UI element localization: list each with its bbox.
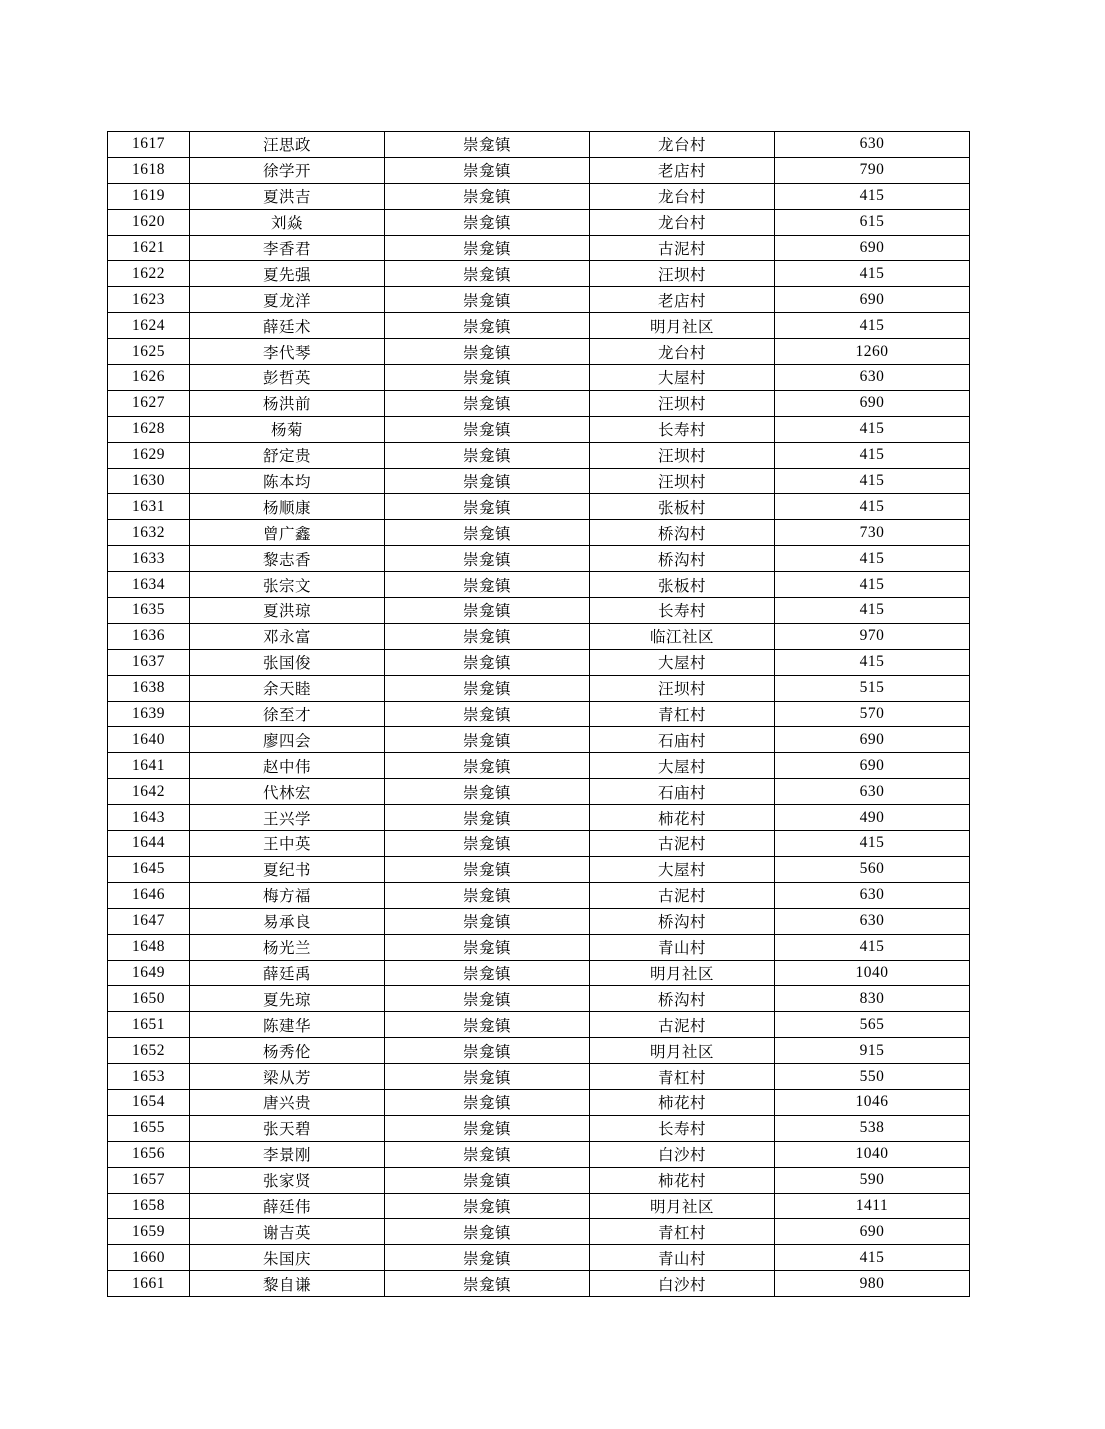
cell-amount: 415: [775, 442, 970, 468]
cell-village: 长寿村: [590, 416, 775, 442]
cell-amount: 415: [775, 649, 970, 675]
cell-row-id: 1655: [108, 1115, 190, 1141]
cell-row-id: 1647: [108, 908, 190, 934]
cell-village: 大屋村: [590, 753, 775, 779]
cell-row-id: 1618: [108, 157, 190, 183]
cell-amount: 630: [775, 908, 970, 934]
cell-amount: 1040: [775, 960, 970, 986]
roster-table: [107, 131, 970, 1297]
cell-town: 崇龛镇: [385, 494, 590, 520]
cell-village: 白沙村: [590, 1141, 775, 1167]
table-row: [108, 468, 970, 494]
cell-amount: 515: [775, 675, 970, 701]
table-row: [108, 287, 970, 313]
table-row: [108, 1219, 970, 1245]
cell-town: 崇龛镇: [385, 468, 590, 494]
cell-amount: 970: [775, 623, 970, 649]
cell-village: 青山村: [590, 1245, 775, 1271]
table-row: [108, 416, 970, 442]
cell-town: 崇龛镇: [385, 1038, 590, 1064]
cell-row-id: 1639: [108, 701, 190, 727]
cell-village: 桥沟村: [590, 986, 775, 1012]
cell-row-id: 1651: [108, 1012, 190, 1038]
table-row: [108, 675, 970, 701]
table-row: [108, 183, 970, 209]
cell-amount: 730: [775, 520, 970, 546]
cell-amount: 415: [775, 313, 970, 339]
cell-amount: 790: [775, 157, 970, 183]
cell-row-id: 1652: [108, 1038, 190, 1064]
cell-name: 黎志香: [190, 546, 385, 572]
cell-row-id: 1624: [108, 313, 190, 339]
cell-town: 崇龛镇: [385, 132, 590, 158]
cell-name: 梁从芳: [190, 1064, 385, 1090]
cell-name: 夏洪吉: [190, 183, 385, 209]
cell-village: 桥沟村: [590, 908, 775, 934]
cell-row-id: 1629: [108, 442, 190, 468]
cell-name: 刘焱: [190, 209, 385, 235]
cell-village: 龙台村: [590, 209, 775, 235]
table-row: [108, 598, 970, 624]
cell-town: 崇龛镇: [385, 831, 590, 857]
table-row: [108, 649, 970, 675]
table-row: [108, 805, 970, 831]
cell-amount: 415: [775, 598, 970, 624]
table-row: [108, 908, 970, 934]
cell-amount: 415: [775, 1245, 970, 1271]
cell-name: 李景刚: [190, 1141, 385, 1167]
cell-row-id: 1641: [108, 753, 190, 779]
cell-village: 老店村: [590, 157, 775, 183]
table-row: [108, 157, 970, 183]
cell-row-id: 1630: [108, 468, 190, 494]
cell-name: 李代琴: [190, 339, 385, 365]
cell-town: 崇龛镇: [385, 1167, 590, 1193]
table-row: [108, 934, 970, 960]
table-row: [108, 1012, 970, 1038]
cell-row-id: 1643: [108, 805, 190, 831]
cell-row-id: 1617: [108, 132, 190, 158]
cell-town: 崇龛镇: [385, 675, 590, 701]
cell-row-id: 1635: [108, 598, 190, 624]
cell-name: 杨光兰: [190, 934, 385, 960]
cell-name: 夏洪琼: [190, 598, 385, 624]
cell-amount: 590: [775, 1167, 970, 1193]
cell-amount: 560: [775, 856, 970, 882]
table-row: [108, 520, 970, 546]
cell-name: 李香君: [190, 235, 385, 261]
cell-amount: 570: [775, 701, 970, 727]
cell-amount: 690: [775, 235, 970, 261]
cell-row-id: 1649: [108, 960, 190, 986]
cell-town: 崇龛镇: [385, 1064, 590, 1090]
cell-amount: 415: [775, 572, 970, 598]
cell-village: 青杠村: [590, 701, 775, 727]
cell-row-id: 1654: [108, 1089, 190, 1115]
cell-row-id: 1656: [108, 1141, 190, 1167]
cell-name: 夏先强: [190, 261, 385, 287]
cell-name: 朱国庆: [190, 1245, 385, 1271]
table-row: [108, 727, 970, 753]
table-row: [108, 442, 970, 468]
cell-amount: 690: [775, 753, 970, 779]
cell-row-id: 1627: [108, 390, 190, 416]
cell-name: 唐兴贵: [190, 1089, 385, 1115]
cell-town: 崇龛镇: [385, 572, 590, 598]
cell-row-id: 1657: [108, 1167, 190, 1193]
cell-row-id: 1619: [108, 183, 190, 209]
table-row: [108, 882, 970, 908]
cell-town: 崇龛镇: [385, 1245, 590, 1271]
cell-village: 柿花村: [590, 1089, 775, 1115]
cell-amount: 415: [775, 934, 970, 960]
cell-amount: 565: [775, 1012, 970, 1038]
cell-amount: 630: [775, 882, 970, 908]
cell-village: 长寿村: [590, 598, 775, 624]
cell-amount: 415: [775, 183, 970, 209]
cell-name: 王兴学: [190, 805, 385, 831]
cell-town: 崇龛镇: [385, 287, 590, 313]
table-row: [108, 1271, 970, 1297]
cell-village: 明月社区: [590, 313, 775, 339]
cell-row-id: 1634: [108, 572, 190, 598]
cell-amount: 615: [775, 209, 970, 235]
table-row: [108, 1064, 970, 1090]
cell-name: 陈本均: [190, 468, 385, 494]
cell-row-id: 1638: [108, 675, 190, 701]
cell-village: 大屋村: [590, 649, 775, 675]
table-row: [108, 209, 970, 235]
cell-village: 白沙村: [590, 1271, 775, 1297]
cell-village: 龙台村: [590, 132, 775, 158]
cell-row-id: 1632: [108, 520, 190, 546]
cell-row-id: 1620: [108, 209, 190, 235]
cell-name: 夏纪书: [190, 856, 385, 882]
cell-amount: 980: [775, 1271, 970, 1297]
cell-row-id: 1661: [108, 1271, 190, 1297]
cell-town: 崇龛镇: [385, 390, 590, 416]
cell-town: 崇龛镇: [385, 1012, 590, 1038]
table-row: [108, 701, 970, 727]
cell-town: 崇龛镇: [385, 1271, 590, 1297]
cell-name: 薛廷伟: [190, 1193, 385, 1219]
cell-row-id: 1621: [108, 235, 190, 261]
cell-name: 赵中伟: [190, 753, 385, 779]
cell-village: 张板村: [590, 494, 775, 520]
cell-town: 崇龛镇: [385, 339, 590, 365]
cell-name: 薛廷禹: [190, 960, 385, 986]
cell-village: 明月社区: [590, 960, 775, 986]
cell-row-id: 1623: [108, 287, 190, 313]
cell-row-id: 1625: [108, 339, 190, 365]
cell-name: 汪思政: [190, 132, 385, 158]
cell-name: 余天睦: [190, 675, 385, 701]
cell-town: 崇龛镇: [385, 779, 590, 805]
cell-row-id: 1631: [108, 494, 190, 520]
table-row: [108, 1115, 970, 1141]
cell-town: 崇龛镇: [385, 856, 590, 882]
cell-amount: 630: [775, 132, 970, 158]
table-row: [108, 753, 970, 779]
cell-amount: 538: [775, 1115, 970, 1141]
cell-village: 龙台村: [590, 339, 775, 365]
cell-name: 舒定贵: [190, 442, 385, 468]
cell-town: 崇龛镇: [385, 442, 590, 468]
table-row: [108, 986, 970, 1012]
cell-name: 杨洪前: [190, 390, 385, 416]
cell-village: 石庙村: [590, 779, 775, 805]
cell-village: 柿花村: [590, 1167, 775, 1193]
cell-village: 石庙村: [590, 727, 775, 753]
cell-name: 梅方福: [190, 882, 385, 908]
cell-amount: 830: [775, 986, 970, 1012]
table-row: [108, 261, 970, 287]
cell-village: 张板村: [590, 572, 775, 598]
cell-row-id: 1633: [108, 546, 190, 572]
cell-amount: 690: [775, 287, 970, 313]
cell-amount: 690: [775, 1219, 970, 1245]
cell-village: 汪坝村: [590, 675, 775, 701]
cell-village: 汪坝村: [590, 390, 775, 416]
cell-town: 崇龛镇: [385, 934, 590, 960]
table-row: [108, 339, 970, 365]
cell-amount: 1046: [775, 1089, 970, 1115]
cell-name: 杨菊: [190, 416, 385, 442]
cell-village: 明月社区: [590, 1193, 775, 1219]
cell-town: 崇龛镇: [385, 701, 590, 727]
cell-name: 张国俊: [190, 649, 385, 675]
cell-row-id: 1642: [108, 779, 190, 805]
cell-town: 崇龛镇: [385, 313, 590, 339]
table-body: [108, 132, 970, 1297]
cell-amount: 550: [775, 1064, 970, 1090]
cell-town: 崇龛镇: [385, 157, 590, 183]
cell-name: 陈建华: [190, 1012, 385, 1038]
cell-village: 古泥村: [590, 882, 775, 908]
table-row: [108, 623, 970, 649]
cell-row-id: 1628: [108, 416, 190, 442]
table-row: [108, 365, 970, 391]
cell-amount: 630: [775, 365, 970, 391]
cell-row-id: 1646: [108, 882, 190, 908]
cell-town: 崇龛镇: [385, 623, 590, 649]
table-row: [108, 1167, 970, 1193]
cell-row-id: 1650: [108, 986, 190, 1012]
table-row: [108, 546, 970, 572]
cell-amount: 1411: [775, 1193, 970, 1219]
cell-name: 杨秀伦: [190, 1038, 385, 1064]
cell-village: 老店村: [590, 287, 775, 313]
cell-row-id: 1636: [108, 623, 190, 649]
cell-amount: 915: [775, 1038, 970, 1064]
cell-village: 明月社区: [590, 1038, 775, 1064]
cell-name: 张家贤: [190, 1167, 385, 1193]
table-row: [108, 572, 970, 598]
cell-row-id: 1644: [108, 831, 190, 857]
cell-village: 临江社区: [590, 623, 775, 649]
cell-name: 张宗文: [190, 572, 385, 598]
cell-row-id: 1622: [108, 261, 190, 287]
cell-name: 张天碧: [190, 1115, 385, 1141]
cell-amount: 1040: [775, 1141, 970, 1167]
cell-town: 崇龛镇: [385, 209, 590, 235]
table-row: [108, 1193, 970, 1219]
cell-name: 薛廷术: [190, 313, 385, 339]
cell-village: 柿花村: [590, 805, 775, 831]
cell-row-id: 1653: [108, 1064, 190, 1090]
cell-amount: 415: [775, 261, 970, 287]
cell-town: 崇龛镇: [385, 1115, 590, 1141]
table-row: [108, 132, 970, 158]
cell-village: 古泥村: [590, 831, 775, 857]
cell-name: 易承良: [190, 908, 385, 934]
cell-amount: 415: [775, 494, 970, 520]
cell-village: 龙台村: [590, 183, 775, 209]
cell-name: 徐学开: [190, 157, 385, 183]
cell-amount: 1260: [775, 339, 970, 365]
cell-town: 崇龛镇: [385, 908, 590, 934]
cell-row-id: 1645: [108, 856, 190, 882]
cell-village: 长寿村: [590, 1115, 775, 1141]
cell-town: 崇龛镇: [385, 235, 590, 261]
cell-amount: 415: [775, 546, 970, 572]
cell-row-id: 1648: [108, 934, 190, 960]
cell-village: 青杠村: [590, 1064, 775, 1090]
table-row: [108, 235, 970, 261]
cell-village: 汪坝村: [590, 442, 775, 468]
table-row: [108, 1141, 970, 1167]
cell-row-id: 1640: [108, 727, 190, 753]
cell-amount: 690: [775, 727, 970, 753]
cell-town: 崇龛镇: [385, 1089, 590, 1115]
cell-village: 青杠村: [590, 1219, 775, 1245]
cell-town: 崇龛镇: [385, 261, 590, 287]
cell-village: 桥沟村: [590, 520, 775, 546]
cell-town: 崇龛镇: [385, 649, 590, 675]
cell-village: 大屋村: [590, 856, 775, 882]
cell-amount: 490: [775, 805, 970, 831]
table-row: [108, 1038, 970, 1064]
table-row: [108, 960, 970, 986]
cell-village: 汪坝村: [590, 468, 775, 494]
table-row: [108, 1089, 970, 1115]
cell-village: 古泥村: [590, 1012, 775, 1038]
cell-village: 桥沟村: [590, 546, 775, 572]
cell-amount: 415: [775, 831, 970, 857]
cell-town: 崇龛镇: [385, 183, 590, 209]
table-row: [108, 1245, 970, 1271]
cell-name: 王中英: [190, 831, 385, 857]
cell-name: 夏先琼: [190, 986, 385, 1012]
cell-town: 崇龛镇: [385, 986, 590, 1012]
cell-town: 崇龛镇: [385, 416, 590, 442]
cell-town: 崇龛镇: [385, 1219, 590, 1245]
cell-name: 彭哲英: [190, 365, 385, 391]
cell-town: 崇龛镇: [385, 805, 590, 831]
cell-town: 崇龛镇: [385, 1193, 590, 1219]
cell-amount: 630: [775, 779, 970, 805]
cell-row-id: 1659: [108, 1219, 190, 1245]
cell-village: 古泥村: [590, 235, 775, 261]
cell-name: 徐至才: [190, 701, 385, 727]
table-row: [108, 831, 970, 857]
cell-name: 夏龙洋: [190, 287, 385, 313]
cell-name: 廖四会: [190, 727, 385, 753]
cell-town: 崇龛镇: [385, 365, 590, 391]
cell-name: 邓永富: [190, 623, 385, 649]
cell-amount: 690: [775, 390, 970, 416]
cell-town: 崇龛镇: [385, 727, 590, 753]
cell-amount: 415: [775, 468, 970, 494]
cell-town: 崇龛镇: [385, 960, 590, 986]
cell-village: 青山村: [590, 934, 775, 960]
cell-row-id: 1658: [108, 1193, 190, 1219]
cell-name: 黎自谦: [190, 1271, 385, 1297]
table-row: [108, 390, 970, 416]
cell-town: 崇龛镇: [385, 753, 590, 779]
table-row: [108, 856, 970, 882]
cell-name: 杨顺康: [190, 494, 385, 520]
cell-name: 谢吉英: [190, 1219, 385, 1245]
table-row: [108, 779, 970, 805]
cell-town: 崇龛镇: [385, 1141, 590, 1167]
cell-town: 崇龛镇: [385, 546, 590, 572]
cell-row-id: 1637: [108, 649, 190, 675]
cell-amount: 415: [775, 416, 970, 442]
table-row: [108, 494, 970, 520]
cell-town: 崇龛镇: [385, 520, 590, 546]
cell-village: 大屋村: [590, 365, 775, 391]
cell-row-id: 1626: [108, 365, 190, 391]
cell-town: 崇龛镇: [385, 598, 590, 624]
cell-town: 崇龛镇: [385, 882, 590, 908]
cell-name: 代林宏: [190, 779, 385, 805]
cell-name: 曾广鑫: [190, 520, 385, 546]
table-row: [108, 313, 970, 339]
cell-row-id: 1660: [108, 1245, 190, 1271]
cell-village: 汪坝村: [590, 261, 775, 287]
